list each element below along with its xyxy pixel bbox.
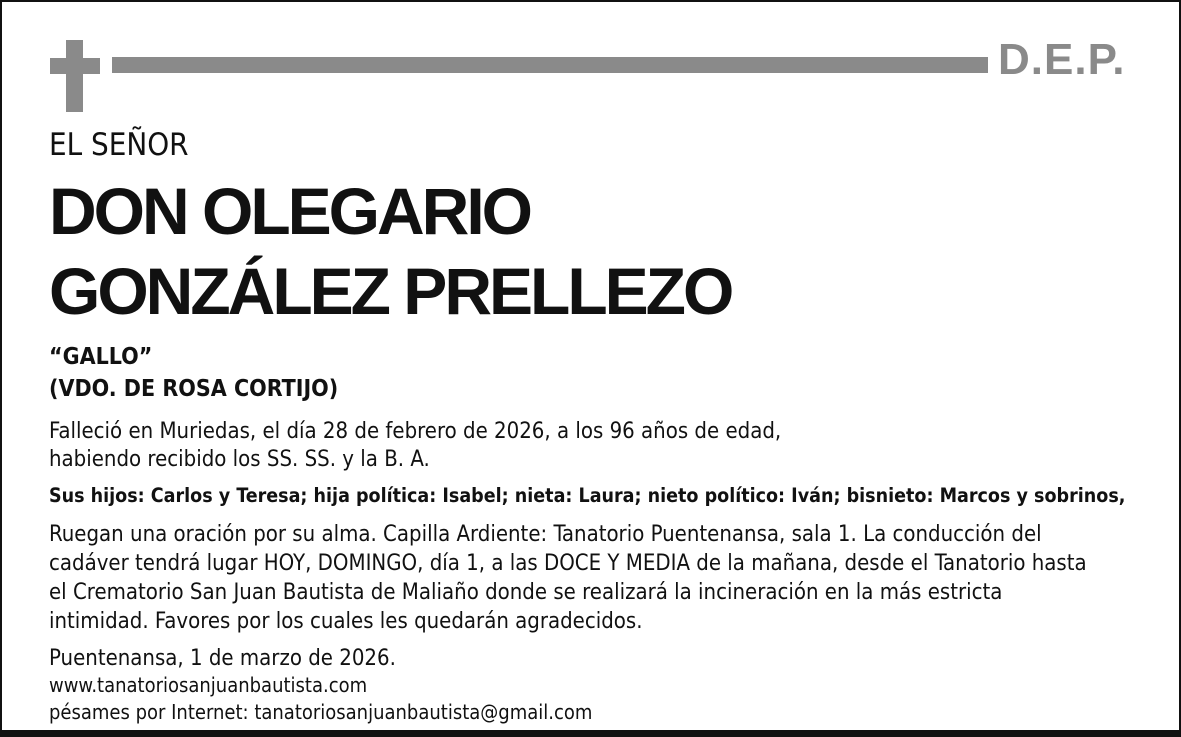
family-list: Sus hijos: Carlos y Teresa; hija política: Isabel; nieta: Laura; nieto político: Iván; bisnieto: Marcos y sobrinos, xyxy=(49,484,1126,507)
request-line-2: cadáver tendrá lugar HOY, DOMINGO, día 1, a las DOCE Y MEDIA de la mañana, desde el Tanatorio hasta xyxy=(49,551,1087,576)
dep-label: D.E.P. xyxy=(998,35,1126,84)
header-rule xyxy=(112,57,988,73)
request-line-1: Ruegan una oración por su alma. Capilla Ardiente: Tanatorio Puentenansa, sala 1. La conducción del xyxy=(49,522,1042,547)
website-link[interactable]: www.tanatoriosanjuanbautista.com xyxy=(49,673,368,697)
deceased-name-line1: DON OLEGARIO xyxy=(49,174,531,248)
place-date: Puentenansa, 1 de marzo de 2026. xyxy=(49,646,396,671)
request-line-4: intimidad. Favores por los cuales les quedarán agradecidos. xyxy=(49,609,643,634)
deceased-name-line2: GONZÁLEZ PRELLEZO xyxy=(49,254,732,328)
nickname: “GALLO” xyxy=(49,344,153,370)
request-line-3: el Crematorio San Juan Bautista de Maliaño donde se realizará la incineración en la más estricta xyxy=(49,580,1003,605)
death-details-line1: Falleció en Muriedas, el día 28 de febrero de 2026, a los 96 años de edad, xyxy=(49,419,782,444)
death-details-line2: habiendo recibido los SS. SS. y la B. A. xyxy=(49,447,430,472)
condolences-email[interactable]: pésames por Internet: tanatoriosanjuanbautista@gmail.com xyxy=(49,700,593,724)
cross-icon xyxy=(50,40,100,112)
widower-note: (VDO. DE ROSA CORTIJO) xyxy=(49,376,339,402)
title-prefix: EL SEÑOR xyxy=(49,127,189,163)
